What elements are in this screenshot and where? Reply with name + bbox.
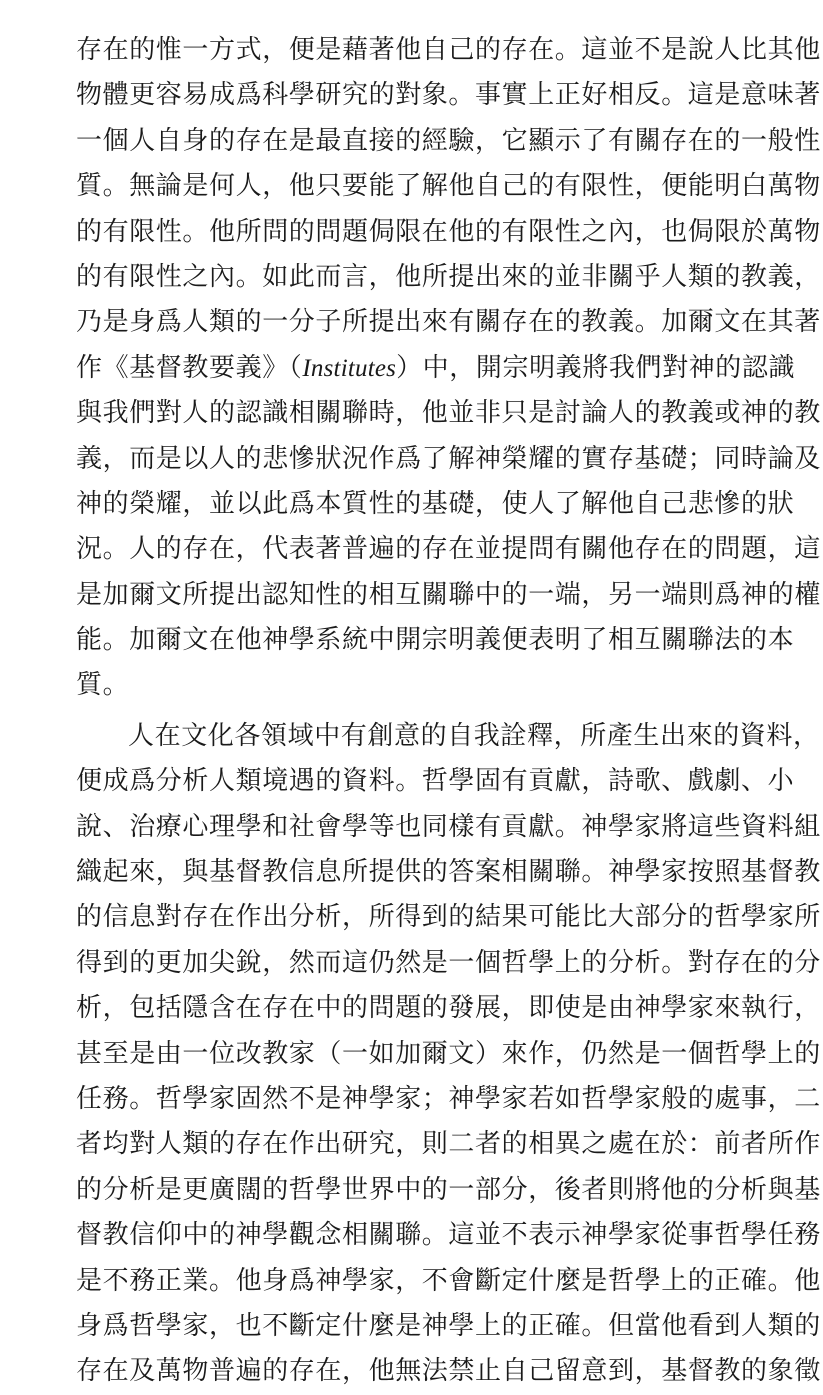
text-line: 的分析是更廣闊的哲學世界中的一部分，後者則將他的分析與基	[76, 1174, 821, 1205]
text-line: 說、治療心理學和社會學等也同樣有貢獻。神學家將這些資料組	[76, 811, 821, 842]
text-line: 與我們對人的認識相關聯時，他並非只是討論人的教義或神的教	[76, 398, 821, 429]
text-line: 督教信仰中的神學觀念相關聯。這並不表示神學家從事哲學任務	[76, 1220, 821, 1251]
text-line: 一個人自身的存在是最直接的經驗，它顯示了有關存在的一般性	[76, 125, 821, 156]
text-segment: 作《基督教要義》（	[76, 352, 303, 383]
text-line: 析，包括隱含在存在中的問題的發展，即使是由神學家來執行，	[76, 993, 821, 1024]
text-line: 存在及萬物普遍的存在，他無法禁止自己留意到，基督教的象徵	[76, 1356, 821, 1387]
text-line: 的信息對存在作出分析，所得到的結果可能比大部分的哲學家所	[76, 902, 821, 933]
text-body	[76, 28, 821, 1395]
text-line: 織起來，與基督教信息所提供的答案相關聯。神學家按照基督教	[76, 857, 821, 888]
text-line: 得到的更加尖銳，然而這仍然是一個哲學上的分析。對存在的分	[76, 947, 821, 978]
text-line: 是不務正業。他身爲神學家，不會斷定什麼是哲學上的正確。他	[76, 1265, 821, 1296]
text-line: 的有限性。他所問的問題侷限在他的有限性之內，也侷限於萬物	[76, 216, 821, 247]
text-line: 身爲哲學家，也不斷定什麼是神學上的正確。但當他看到人類的	[76, 1310, 821, 1341]
text-line	[76, 346, 796, 391]
text-line: 者均對人類的存在作出研究，則二者的相異之處在於：前者所作	[76, 1129, 821, 1160]
latin-title: Institutes	[302, 354, 397, 382]
text-line: 的有限性之內。如此而言，他所提出來的並非關乎人類的教義，	[76, 261, 821, 292]
text-line: 任務。哲學家固然不是神學家；神學家若如哲學家般的處事，二	[76, 1083, 821, 1114]
text-line: 能。加爾文在他神學系統中開宗明義便表明了相互關聯法的本	[76, 625, 795, 656]
text-line: 甚至是由一位改教家（一如加爾文）來作，仍然是一個哲學上的	[76, 1038, 821, 1069]
text-line: 況。人的存在，代表著普遍的存在並提問有關他存在的問題，這	[76, 534, 821, 565]
text-line: 便成爲分析人類境遇的資料。哲學固有貢獻，詩歌、戲劇、小	[76, 766, 795, 797]
text-line: 人在文化各領域中有創意的自我詮釋，所產生出來的資料，	[128, 720, 820, 751]
text-line: 神的榮耀，並以此爲本質性的基礎，使人了解他自己悲慘的狀	[76, 488, 795, 519]
text-line: 是加爾文所提出認知性的相互關聯中的一端，另一端則爲神的權	[76, 579, 821, 610]
paragraph-2	[76, 714, 821, 1395]
text-line: 義，而是以人的悲慘狀況作爲了解神榮耀的實存基礎；同時論及	[76, 443, 821, 474]
paragraph-1	[76, 28, 821, 709]
text-segment: ）中，開宗明義將我們對神的認識	[396, 352, 796, 383]
text-line: 質。	[76, 670, 130, 701]
text-line: 存在的惟一方式，便是藉著他自己的存在。這並不是說人比其他	[76, 35, 821, 65]
text-line: 乃是身爲人類的一分子所提出來有關存在的教義。加爾文在其著	[76, 307, 821, 338]
text-line: 質。無論是何人，他只要能了解他自己的有限性，便能明白萬物	[76, 171, 821, 202]
text-line: 物體更容易成爲科學研究的對象。事實上正好相反。這是意味著	[76, 80, 821, 111]
